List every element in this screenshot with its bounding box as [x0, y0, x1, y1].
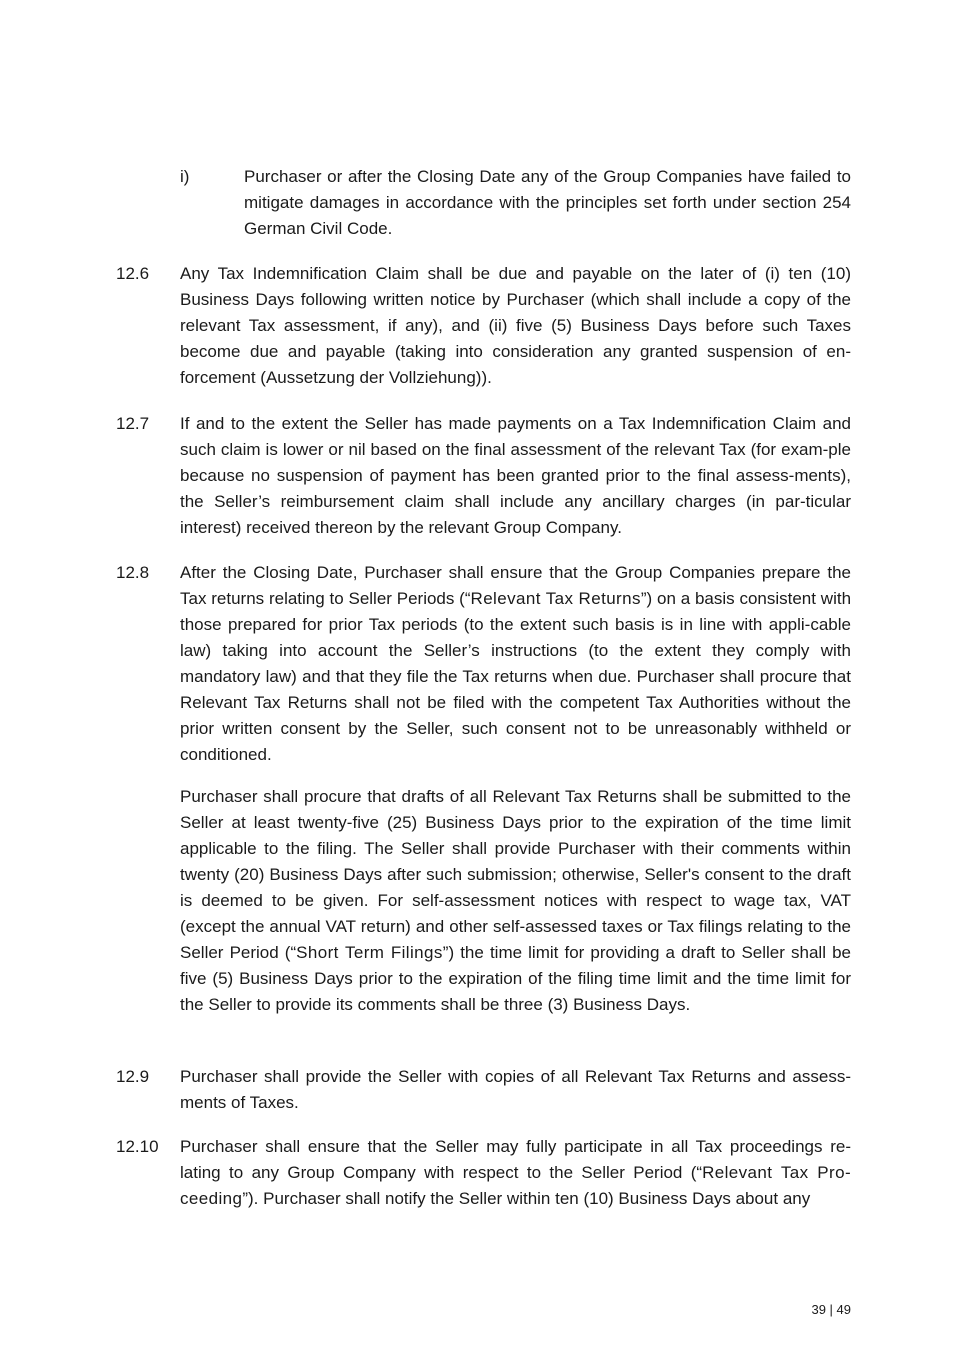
clause-12-7-text: If and to the extent the Seller has made payments on a Tax Indemnification Claim and such claim is lower or nil based on the final assessment of the relevant Tax (for exam-ple because no suspension of payment has been granted prior to the final assess-ments), the Seller’s reimbursement claim shall include any ancillary charges (in par-ticular interest) received thereon by the relevant Group Company.: [180, 414, 851, 537]
defined-term-relevant-tax-returns: Relevant Tax Returns: [470, 589, 641, 608]
clause-12-7-number: 12.7: [116, 414, 150, 433]
clause-12-8-p2-text: [180, 784, 851, 1018]
clause-12-8-text-a: After the Closing Date, Purchaser shall ensure that the Group Companies prepare the Tax returns relating to Seller Periods (“: [180, 563, 851, 608]
page-number: 39 | 49: [811, 1302, 851, 1317]
clause-12-8-p2-text-a: Purchaser shall procure that drafts of all Relevant Tax Returns shall be submitted to the Seller at least twenty-five (25) Business Days prior to the expiration of the time limit applicable to the filing. The Seller shall provide Purchaser with their comments within twenty (20) Business Days after such submission; otherwise, Seller's consent to the draft is deemed to be given. For self-assessment notices with respect to wage tax, VAT (except the annual VAT return) and other self-assessed taxes or Tax filings relating to the Seller Period (“: [180, 787, 851, 962]
clause-12-10-text-b: ”). Purchaser shall notify the Seller within ten (10) Business Days about any: [242, 1189, 811, 1208]
clause-12-8-number: 12.8: [116, 563, 150, 582]
clause-12-6-text: Any Tax Indemnification Claim shall be due and payable on the later of (i) ten (10) Business Days following written notice by Purchaser (which shall include a copy of the relevant Tax assessment, if any), and (ii) five (5) Business Days before such Taxes become due and payable (taking into consideration any granted suspension of en-forcement (Aussetzung der Vollziehung)).: [180, 264, 851, 387]
clause-12-10-text-a: Purchaser shall ensure that the Seller may fully participate in all Tax proceedings re-lating to any Group Company with respect to the Seller Period (“: [180, 1137, 851, 1182]
clause-12-10-text: [180, 1134, 851, 1212]
clause-i-text: Purchaser or after the Closing Date any of the Group Companies have failed to mitigate damages in accordance with the principles set forth under section 254 German Civil Code.: [244, 167, 851, 238]
clause-12-9-text: Purchaser shall provide the Seller with copies of all Relevant Tax Returns and assess-ments of Taxes.: [180, 1067, 851, 1112]
clause-12-9-number: 12.9: [116, 1067, 150, 1086]
clause-12-10-number: 12.10: [116, 1137, 159, 1156]
clause-12-8-text: [180, 560, 851, 768]
clause-12-8-p2-text-b: ”) the time limit for providing a draft to Seller shall be five (5) Business Days prior to the expiration of the filing time limit and the time limit for the Seller to provide its comments shall be three (3) Business Days.: [180, 943, 852, 1014]
clause-i-label: i): [180, 167, 190, 186]
clause-12-6-number: 12.6: [116, 264, 150, 283]
defined-term-short-term-filings: Short Term Filings: [296, 943, 443, 962]
defined-term-relevant-tax-proceeding: Relevant Tax Pro-ceeding: [180, 1163, 852, 1208]
clause-12-8-text-b: ”) on a basis consistent with those prepared for prior Tax periods (to the extent such basis is in line with appli-cable law) taking into account the Seller’s instructions (to the extent they comply with mandatory law) and that they file the Tax returns when due. Purchaser shall procure that Relevant Tax Returns shall not be filed with the competent Tax Authorities without the prior written consent by the Seller, such consent not to be unreasonably withheld or conditioned.: [180, 589, 852, 764]
